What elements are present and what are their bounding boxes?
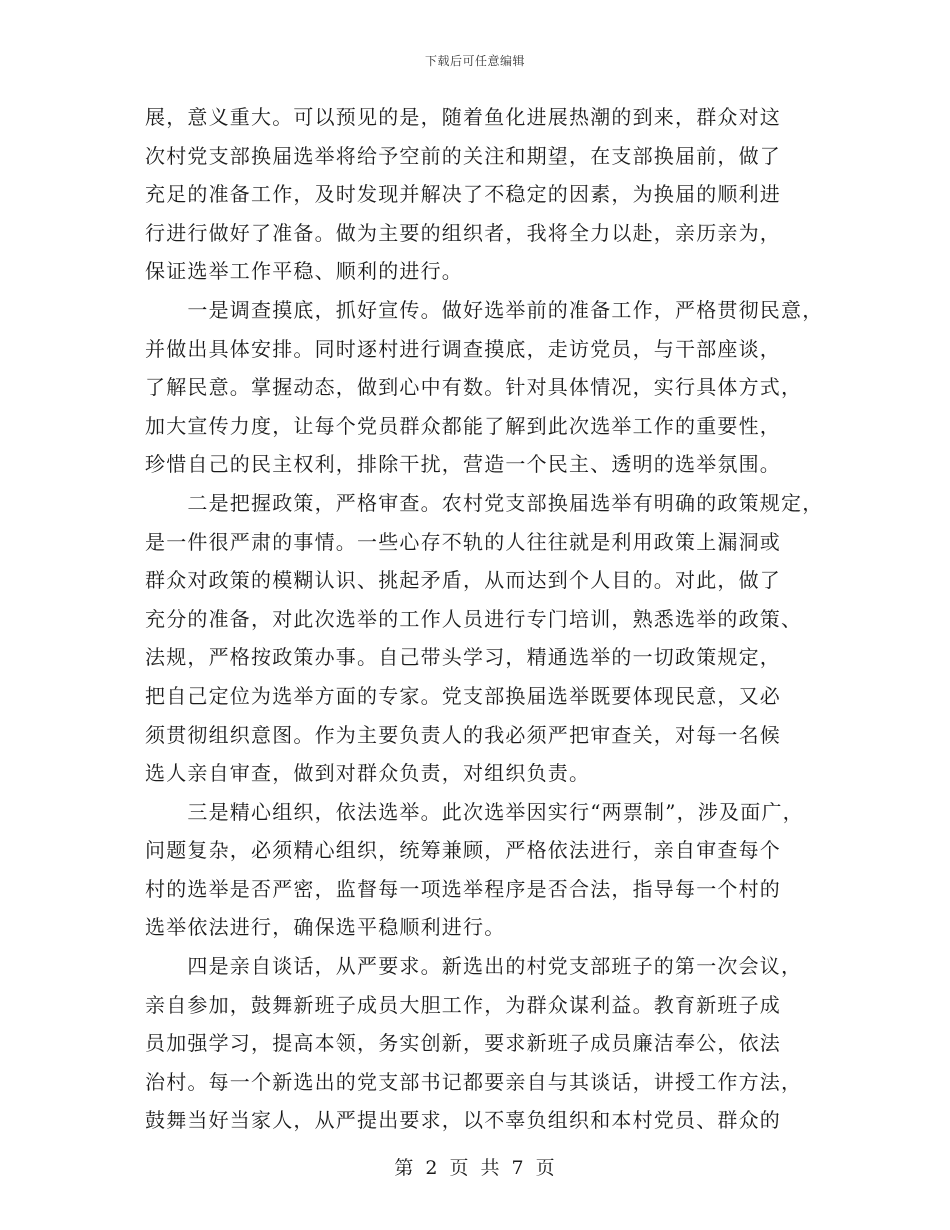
text-line: 保证选举工作平稳、顺利的进行。 [145,259,463,284]
text-line: 亲自参加，鼓舞新班子成员大胆工作，为群众谋利益。教育新班子成 [145,992,781,1017]
text-line: 展，意义重大。可以预见的是，随着鱼化进展热潮的到来，群众对这 [145,105,781,129]
text-line: 把自己定位为选举方面的专家。党支部换届选举既要体现民意，又必 [145,683,781,708]
text-line: 选人亲自审查，做到对群众负责，对组织负责。 [145,761,591,786]
text-line: 三是精心组织，依法选举。此次选举因实行“两票制”，涉及面广， [145,799,804,824]
page-number: 第 2 页 共 7 页 [394,1157,556,1179]
text-line: 充足的准备工作，及时发现并解决了不稳定的因素，为换届的顺利进 [145,182,781,207]
text-line: 鼓舞当好当家人，从严提出要求，以不辜负组织和本村党员、群众的 [145,1108,781,1133]
text-line: 须贯彻组织意图。作为主要负责人的我必须严把审查关，对每一名候 [145,722,781,747]
text-line: 了解民意。掌握动态，做到心中有数。针对具体情况，实行具体方式， [145,375,803,400]
text-line: 二是把握政策，严格审查。农村党支部换届选举有明确的政策规定， [145,490,824,515]
document-body [145,98,825,1140]
text-line: 充分的准备，对此次选举的工作人员进行专门培训，熟悉选举的政策、 [145,606,803,631]
text-line: 次村党支部换届选举将给予空前的关注和期望，在支部换届前，做了 [145,143,781,168]
text-line: 一是调查摸底，抓好宣传。做好选举前的准备工作，严格贯彻民意， [145,297,824,322]
text-line: 员加强学习，提高本领，务实创新，要求新班子成员廉洁奉公，依法 [145,1031,781,1056]
text-line: 群众对政策的模糊认识、挑起矛盾，从而达到个人目的。对此，做了 [145,568,781,593]
text-line: 行进行做好了准备。做为主要的组织者，我将全力以赴，亲历亲为， [145,220,781,245]
text-line: 是一件很严肃的事情。一些心存不轨的人往往就是利用政策上漏洞或 [145,529,781,554]
text-line: 珍惜自己的民主权利，排除干扰，营造一个民主、透明的选举氛围。 [145,452,781,477]
text-line: 问题复杂，必须精心组织，统筹兼顾，严格依法进行，亲自审查每个 [145,838,781,863]
text-line: 村的选举是否严密，监督每一项选举程序是否合法，指导每一个村的 [145,876,781,901]
text-line: 选举依法进行，确保选平稳顺利进行。 [145,915,506,940]
text-line: 法规，严格按政策办事。自己带头学习，精通选举的一切政策规定， [145,645,781,670]
text-line: 并做出具体安排。同时逐村进行调查摸底，走访党员，与干部座谈， [145,336,781,361]
text-line: 加大宣传力度，让每个党员群众都能了解到此次选举工作的重要性， [145,413,781,438]
page-header: 下载后可任意编辑 [424,54,525,68]
text-line: 治村。每一个新选出的党支部书记都要亲自与其谈话，讲授工作方法， [145,1069,803,1094]
text-line: 四是亲自谈话，从严要求。新选出的村党支部班子的第一次会议， [145,954,803,979]
